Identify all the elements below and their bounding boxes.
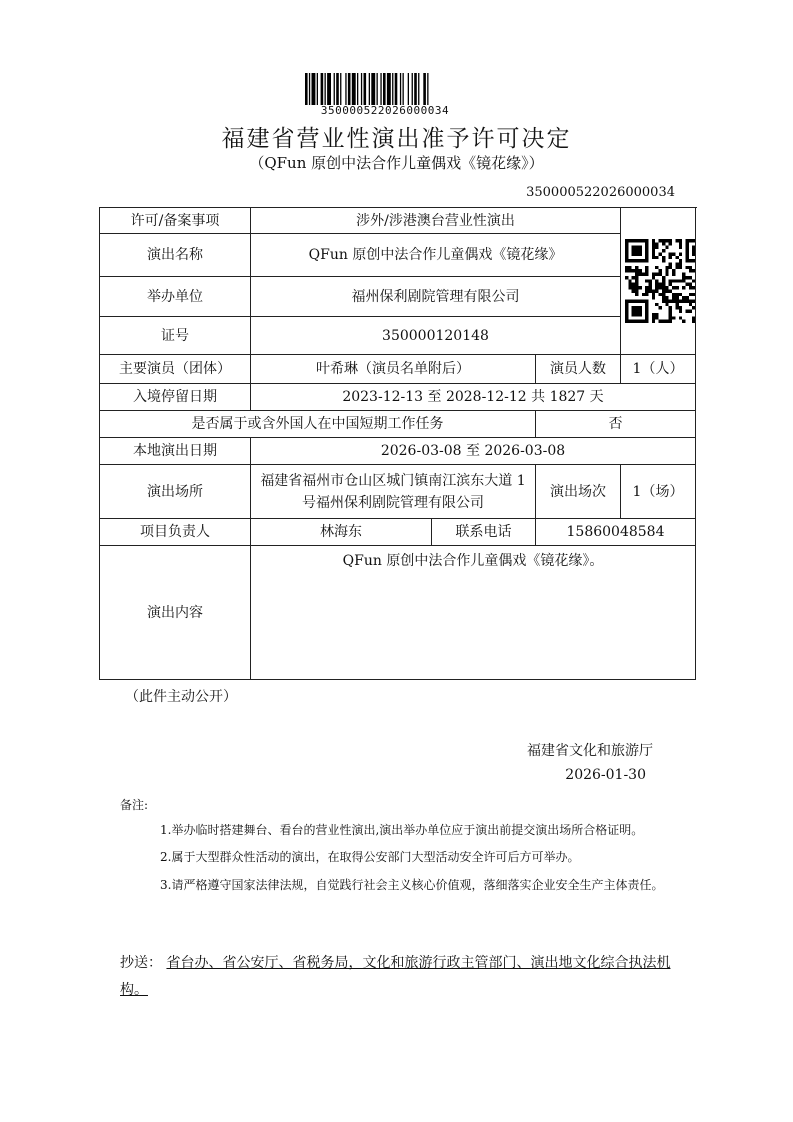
cc-block (120, 950, 690, 1004)
local-date-value: 2026-03-08 至 2026-03-08 (251, 438, 696, 465)
phone-value: 15860048584 (536, 519, 696, 546)
issuer: 福建省文化和旅游厅 (527, 743, 653, 759)
permit-table (99, 207, 696, 680)
venue-label: 演出场所 (100, 465, 251, 519)
performer-count-label: 演员人数 (536, 355, 621, 384)
content-label: 演出内容 (100, 546, 251, 680)
permit-type-value: 涉外/涉港澳台营业性演出 (251, 208, 621, 234)
remark-item: 2.属于大型群众性活动的演出，在取得公安部门大型活动安全许可后方可举办。 (160, 850, 580, 864)
remark-item: 1.举办临时搭建舞台、看台的营业性演出,演出举办单位应于演出前提交演出场所合格证明。 (160, 823, 644, 837)
foreign-question-label: 是否属于或含外国人在中国短期工作任务 (100, 411, 536, 438)
barcode-number: 350000522026000034 (320, 104, 450, 117)
organizer-label: 举办单位 (100, 277, 251, 317)
permit-type-label: 许可/备案事项 (100, 208, 251, 234)
foreign-question-value: 否 (536, 411, 696, 438)
barcode (305, 73, 465, 105)
manager-label: 项目负责人 (100, 519, 251, 546)
main-performers-value: 叶希琳（演员名单附后） (251, 355, 536, 384)
sessions-label: 演出场次 (536, 465, 621, 519)
remark-item: 3.请严格遵守国家法律法规，自觉践行社会主义核心价值观，落细落实企业安全生产主体责任。 (160, 878, 664, 892)
qr-code-cell (621, 208, 696, 355)
venue-value: 福建省福州市仓山区城门镇南江滨东大道 1 号福州保利剧院管理有限公司 (251, 465, 536, 519)
remarks-label: 备注: (120, 798, 149, 812)
public-note: （此件主动公开） (125, 689, 237, 705)
qr-code-icon (625, 239, 696, 323)
issue-date: 2026-01-30 (565, 767, 646, 783)
license-no-value: 350000120148 (251, 317, 621, 355)
content-value: QFun 原创中法合作儿童偶戏《镜花缘》。 (251, 546, 696, 680)
document-subtitle: （QFun 原创中法合作儿童偶戏《镜花缘》） (249, 154, 544, 172)
show-name-label: 演出名称 (100, 234, 251, 277)
license-no-label: 证号 (100, 317, 251, 355)
phone-label: 联系电话 (432, 519, 536, 546)
sessions-value: 1（场） (621, 465, 696, 519)
main-performers-label: 主要演员（团体） (100, 355, 251, 384)
cc-label: 抄送： (120, 955, 162, 971)
stay-period-value: 2023-12-13 至 2028-12-12 共 1827 天 (251, 384, 696, 411)
document-title: 福建省营业性演出准予许可决定 (221, 126, 572, 152)
cc-recipients: 省台办、省公安厅、省税务局，文化和旅游行政主管部门、演出地文化综合执法机构。 (120, 955, 671, 998)
stay-period-label: 入境停留日期 (100, 384, 251, 411)
show-name-value: QFun 原创中法合作儿童偶戏《镜花缘》 (251, 234, 621, 277)
document-number: 350000522026000034 (526, 185, 675, 200)
performer-count-value: 1（人） (621, 355, 696, 384)
local-date-label: 本地演出日期 (100, 438, 251, 465)
organizer-value: 福州保利剧院管理有限公司 (251, 277, 621, 317)
manager-value: 林海东 (251, 519, 432, 546)
